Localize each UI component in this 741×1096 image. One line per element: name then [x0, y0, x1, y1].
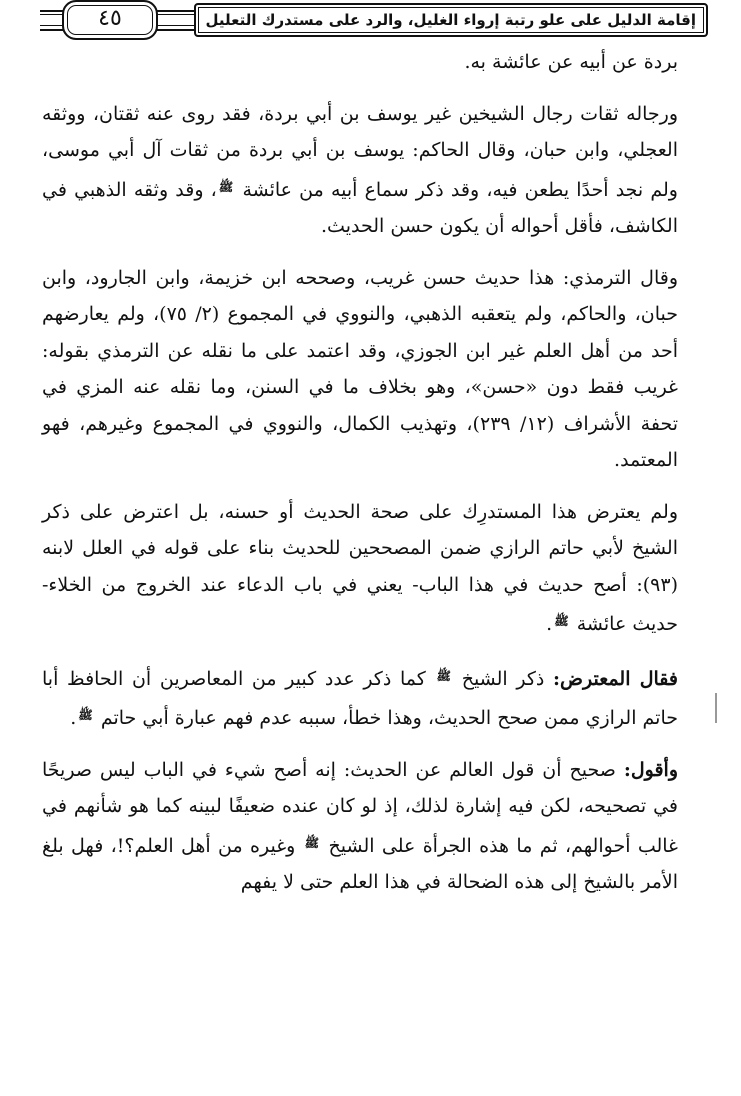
- honorific-glyph: ﷺ: [304, 835, 320, 850]
- paragraph-3: [42, 260, 678, 479]
- book-title: إقامة الدليل على علو رتبة إرواء الغليل، والرد على مستدرك التعليل: [194, 3, 708, 37]
- paragraph-lead: وأقول:: [623, 758, 678, 781]
- honorific-glyph: ﷺ: [78, 708, 93, 722]
- paragraph-2: [42, 96, 678, 245]
- paragraph-1: [42, 44, 678, 81]
- paragraph-6: [42, 752, 678, 901]
- paragraph-lead: فقال المعترض:: [553, 667, 679, 690]
- honorific-glyph: ﷺ: [554, 614, 569, 628]
- honorific-glyph: ﷺ: [436, 668, 451, 683]
- page-body: [42, 44, 678, 901]
- page-number: ٤٥: [62, 0, 158, 40]
- paragraph-text: وغيره من أهل العلم؟!، فهل بلغ الأمر بالشيخ إلى هذه الضحالة في هذا العلم حتى لا يفهم: [42, 834, 678, 893]
- paragraph-text: وقال الترمذي: هذا حديث حسن غريب، وصححه ابن خزيمة، وابن الجارود، وابن حبان، والحاكم، ولم يتعقبه الذهبي، والنووي في المجموع (٢/ ٧٥)، ولم يعارضهم أحد من أهل العلم غير ابن الجوزي، وقد اعتمد على ما نقله عن الترمذي بقوله: غريب فقط دون «حسن»، وهو بخلاف ما في السنن، وما نقله عنه المزي في تحفة الأشراف (١٢/ ٢٣٩)، وتهذيب الكمال، والنووي في المجموع وغيرهم، فهو المعتمد.: [42, 266, 678, 471]
- paragraph-5: [42, 658, 678, 737]
- paragraph-text: ولم يعترض هذا المستدرِك على صحة الحديث أو حسنه، بل اعترض على ذكر الشيخ لأبي حاتم الرازي ضمن المصححين للحديث بناء على قوله في العلل لابنه (٩٣): أصح حديث في هذا الباب- يعني في باب الدعاء عند الخروج من الخلاء- حديث عائشة: [42, 500, 678, 635]
- margin-mark: [715, 693, 717, 723]
- paragraph-text: كما ذكر عدد كبير من المعاصرين أن الحافظ أبا حاتم الرازي ممن صحح الحديث، وهذا خطأ، سببه عدم فهم عبارة أبي حاتم: [42, 667, 678, 729]
- paragraph-4: [42, 494, 678, 643]
- running-header: [40, 0, 708, 38]
- paragraph-text: .: [70, 707, 77, 729]
- paragraph-text: ، وقد وثقه الذهبي في الكاشف، فأقل أحواله أن يكون حسن الحديث.: [42, 178, 678, 237]
- paragraph-text: صحيح أن قول العالم عن الحديث: إنه أصح شيء في الباب ليس صريحًا في تصحيحه، لكن فيه إشارة لذلك، إذ لو كان عنده ضعيفًا لبينه كما هو شأنهم في غالب أحوالهم، ثم ما هذه الجرأة على الشيخ: [42, 758, 678, 857]
- paragraph-text: بردة عن أبيه عن عائشة به.: [464, 51, 678, 73]
- paragraph-text: ورجاله ثقات رجال الشيخين غير يوسف بن أبي بردة، فقد روى عنه ثقتان، ووثقه العجلي، وابن حبان، وقال الحاكم: يوسف بن أبي بردة من ثقات آل أبي موسى، ولم نجد أحدًا يطعن فيه، وقد ذكر سماع أبيه من عائشة: [42, 102, 678, 201]
- paragraph-text: .: [546, 613, 553, 635]
- honorific-glyph: ﷺ: [218, 179, 234, 194]
- paragraph-text: ذكر الشيخ: [461, 667, 554, 690]
